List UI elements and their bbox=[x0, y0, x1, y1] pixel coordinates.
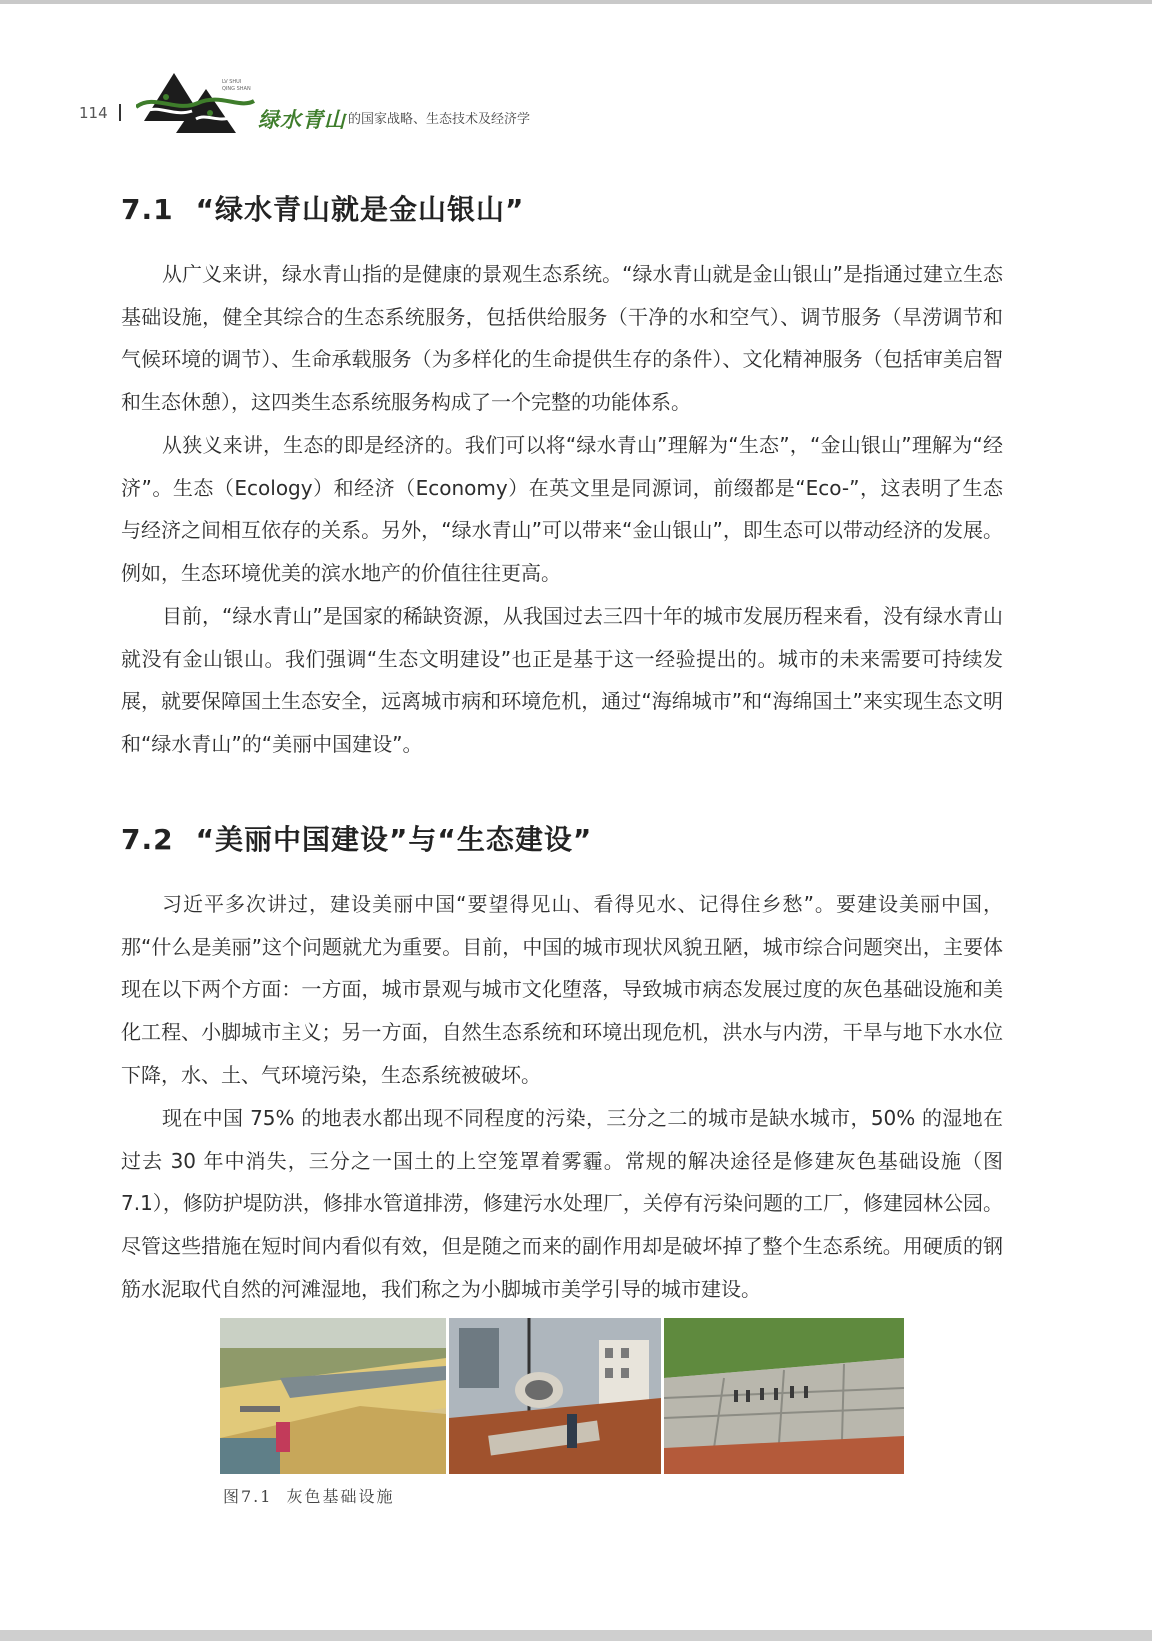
book-subtitle: 的国家战略、生态技术及经济学 bbox=[348, 112, 531, 127]
header-divider bbox=[119, 104, 121, 121]
section-number: 7.1 bbox=[121, 193, 174, 226]
construction-riverbank-photo bbox=[220, 1318, 446, 1474]
brand-small-line-1: LV SHUI bbox=[222, 79, 242, 85]
page-number: 114 bbox=[79, 104, 108, 122]
paragraph: 从广义来讲，绿水青山指的是健康的景观生态系统。“绿水青山就是金山银山”是指通过建立生态基础设施，健全其综合的生态系统服务，包括供给服务（干净的水和空气）、调节服务（旱涝调节和气候环境的调节）、生命承载服务（为多样化的生命提供生存的条件）、文化精神服务（包括审美启智和生态休憩），这四类生态系统服务构成了一个完整的功能体系。 bbox=[121, 262, 1003, 415]
pipe-excavation-photo bbox=[449, 1318, 661, 1474]
section-title: “美丽中国建设”与“生态建设” bbox=[195, 823, 593, 856]
figure-caption bbox=[223, 1484, 394, 1507]
top-border bbox=[0, 0, 1152, 4]
section-title: “绿水青山就是金山银山” bbox=[195, 193, 525, 226]
section-number: 7.2 bbox=[121, 823, 174, 856]
water-treatment-plant-photo bbox=[664, 1318, 904, 1474]
paragraph: 现在中国 75% 的地表水都出现不同程度的污染，三分之二的城市是缺水城市，50% 的湿地在过去 30 年中消失，三分之一国土的上空笼罩着雾霾。常规的解决途径是修建灰色基础设施（图 7.1），修防护堤防洪，修排水管道排涝，修建污水处理厂，关停有污染问题的工厂，修建园林公园。尽管这些措施在短时间内看似有效，但是随之而来的副作用却是破坏掉了整个生态系统。用硬质的钢筋水泥取代自然的河滩湿地，我们称之为小脚城市美学引导的城市建设。 bbox=[121, 1106, 1003, 1301]
figure-label: 图7.1 bbox=[223, 1487, 273, 1506]
section-heading-7-1 bbox=[121, 188, 524, 228]
figure-7-1 bbox=[220, 1318, 904, 1474]
figure-caption-text: 灰色基础设施 bbox=[286, 1487, 395, 1506]
paragraph: 从狭义来讲，生态的即是经济的。我们可以将“绿水青山”理解为“生态”，“金山银山”理解为“经济”。生态（Ecology）和经济（Economy）在英文里是同源词，前缀都是“Eco-”，这表明了生态与经济之间相互依存的关系。另外，“绿水青山”可以带来“金山银山”，即生态可以带动经济的发展。例如，生态环境优美的滨水地产的价值往往更高。 bbox=[121, 433, 1003, 586]
brand-small-line-2: QING SHAN bbox=[222, 86, 251, 92]
bottom-border bbox=[0, 1630, 1152, 1641]
brand-title: 绿水青山 bbox=[258, 107, 346, 132]
paragraph: 目前，“绿水青山”是国家的稀缺资源，从我国过去三四十年的城市发展历程来看，没有绿水青山就没有金山银山。我们强调“生态文明建设”也正是基于这一经验提出的。城市的未来需要可持续发展，就要保障国土生态安全，远离城市病和环境危机，通过“海绵城市”和“海绵国土”来实现生态文明和“绿水青山”的“美丽中国建设”。 bbox=[121, 604, 1003, 757]
paragraph: 习近平多次讲过，建设美丽中国“要望得见山、看得见水、记得住乡愁”。要建设美丽中国，那“什么是美丽”这个问题就尤为重要。目前，中国的城市现状风貌丑陋，城市综合问题突出，主要体现在以下两个方面：一方面，城市景观与城市文化堕落，导致城市病态发展过度的灰色基础设施和美化工程、小脚城市主义；另一方面，自然生态系统和环境出现危机，洪水与内涝，干旱与地下水水位下降，水、土、气环境污染，生态系统被破坏。 bbox=[121, 892, 1003, 1087]
section-heading-7-2 bbox=[121, 818, 592, 858]
